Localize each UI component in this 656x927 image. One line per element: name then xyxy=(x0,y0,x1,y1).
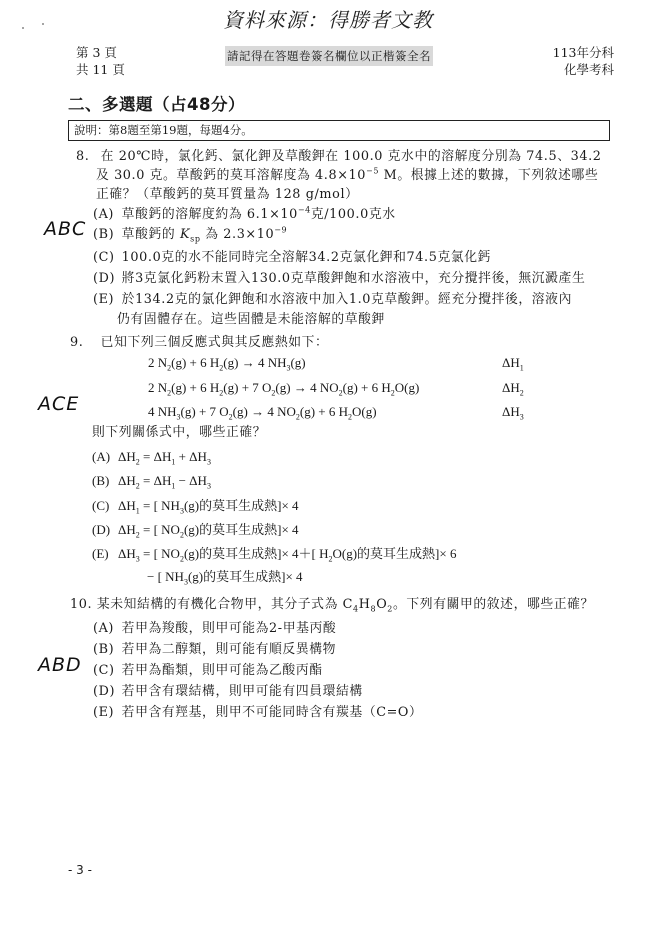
question-8-option-c: (C) 100.0克的水不能同時完全溶解34.2克氯化鉀和74.5克氯化鈣 xyxy=(93,250,492,265)
question-8-stem-line-1: 8. 在 20℃時，氯化鈣、氯化鉀及草酸鉀在 100.0 克水中的溶解度分別為 74.5、34.2 xyxy=(76,149,602,164)
page-current: 第 3 頁 xyxy=(76,45,117,60)
handwritten-answer-q8: ABC xyxy=(44,218,87,240)
scan-speck xyxy=(42,23,44,25)
reaction-3-enthalpy: $\Delta H_3$ xyxy=(502,404,524,422)
question-8-option-a: (A) 草酸鈣的溶解度約為 $6.1\times 10^{-4}$克/100.0克水 xyxy=(93,205,396,222)
question-10-stem: 10. 某未知結構的有機化合物甲，其分子式為 $C_4H_8O_2$。下列有關甲的敘述，哪些正確？ xyxy=(70,597,594,614)
question-10-option-c: (C) 若甲為酯類，則甲可能為乙酸丙酯 xyxy=(93,663,323,678)
question-9-option-e: (E) $\Delta H_3$ = [ $NO_2(g)$的莫耳生成熱]× 4＋[ $H_2O(g)$的莫耳生成熱]× 6 xyxy=(92,546,457,564)
question-number: 9. xyxy=(70,335,84,350)
page-total: 共 11 頁 xyxy=(76,62,125,77)
question-number: 10. xyxy=(70,597,93,612)
scan-speck xyxy=(22,27,24,29)
question-9-follow-up: 則下列關係式中，哪些正確？ xyxy=(92,425,267,440)
question-9-option-e-cont: − [ $NH_3(g)$的莫耳生成熱]× 4 xyxy=(147,569,303,587)
reaction-1-enthalpy: $\Delta H_1$ xyxy=(502,355,524,373)
instruction-box: 說明：第8題至第19題，每題4分。 xyxy=(68,120,610,141)
question-8-stem-line-2: 及 30.0 克。草酸鈣的莫耳溶解度為 $4.8\times 10^{-5}$ M。根據上述的數據，下列敘述哪些 xyxy=(96,166,599,183)
question-8-option-e-cont: 仍有固體存在。這些固體是未能溶解的草酸鉀 xyxy=(117,312,385,327)
question-9-option-d: (D) $\Delta H_2$ = [ $NO_2(g)$的莫耳生成熱]× 4 xyxy=(92,522,299,540)
reaction-1-equation: 2 $N_2(g) + 6$ $H_2(g) \to 4$ $NH_3(g)$ xyxy=(148,355,306,373)
question-9-stem: 9. 已知下列三個反應式與其反應熱如下： xyxy=(70,335,329,350)
page-number: - 3 - xyxy=(68,863,92,877)
handwritten-answer-q10: ABD xyxy=(38,654,82,676)
section-title: 二、多選題（占48分） xyxy=(68,95,245,114)
source-note-handwritten: 資料來源：得勝者文教 xyxy=(223,8,433,32)
signature-notice-banner: 請記得在答題卷簽名欄位以正楷簽全名 xyxy=(225,46,433,66)
reaction-3-equation: 4 $NH_3(g) + 7$ $O_2(g) \to 4$ $NO_2(g) + 6$ $H_2O(g)$ xyxy=(148,404,377,422)
question-10-option-a: (A) 若甲為羧酸，則甲可能為2-甲基丙酸 xyxy=(93,621,337,636)
exam-subject: 化學考科 xyxy=(563,62,614,77)
reaction-2-enthalpy: $\Delta H_2$ xyxy=(502,380,524,398)
handwritten-answer-q9: ACE xyxy=(38,393,80,415)
question-9-option-a: (A) $\Delta H_2 = \Delta H_1 + \Delta H_3$ xyxy=(92,449,211,467)
reaction-2-equation: 2 $N_2(g) + 6$ $H_2(g) + 7$ $O_2(g) \to 4$ $NO_2(g) + 6$ $H_2O(g)$ xyxy=(148,380,420,398)
question-9-option-c: (C) $\Delta H_1$ = [ $NH_3(g)$的莫耳生成熱]× 4 xyxy=(92,498,299,516)
question-10-option-e: (E) 若甲含有羥基，則甲不可能同時含有羰基（C=O） xyxy=(93,705,423,720)
question-8-option-d: (D) 將3克氯化鈣粉末置入130.0克草酸鉀飽和水溶液中，充分攪拌後，無沉澱產生 xyxy=(93,271,586,286)
question-8-stem-line-3: 正確？（草酸鈣的莫耳質量為 128 g/mol） xyxy=(96,187,359,202)
question-10-option-b: (B) 若甲為二醇類，則可能有順反異構物 xyxy=(93,642,337,657)
question-9-option-b: (B) $\Delta H_2 = \Delta H_1 - \Delta H_3$ xyxy=(92,473,211,491)
question-10-option-d: (D) 若甲含有環結構，則甲可能有四員環結構 xyxy=(93,684,363,699)
question-number: 8. xyxy=(76,149,90,164)
question-8-option-b: (B) 草酸鈣的 $K_{sp}$ 為 $2.3\times 10^{-9}$ xyxy=(93,225,288,244)
exam-info xyxy=(553,44,614,78)
exam-year: 113年分科 xyxy=(552,45,614,60)
question-8-option-e: (E) 於134.2克的氯化鉀飽和水溶液中加入1.0克草酸鉀。經充分攪拌後，溶液內 xyxy=(93,292,572,307)
page-info xyxy=(76,44,125,78)
